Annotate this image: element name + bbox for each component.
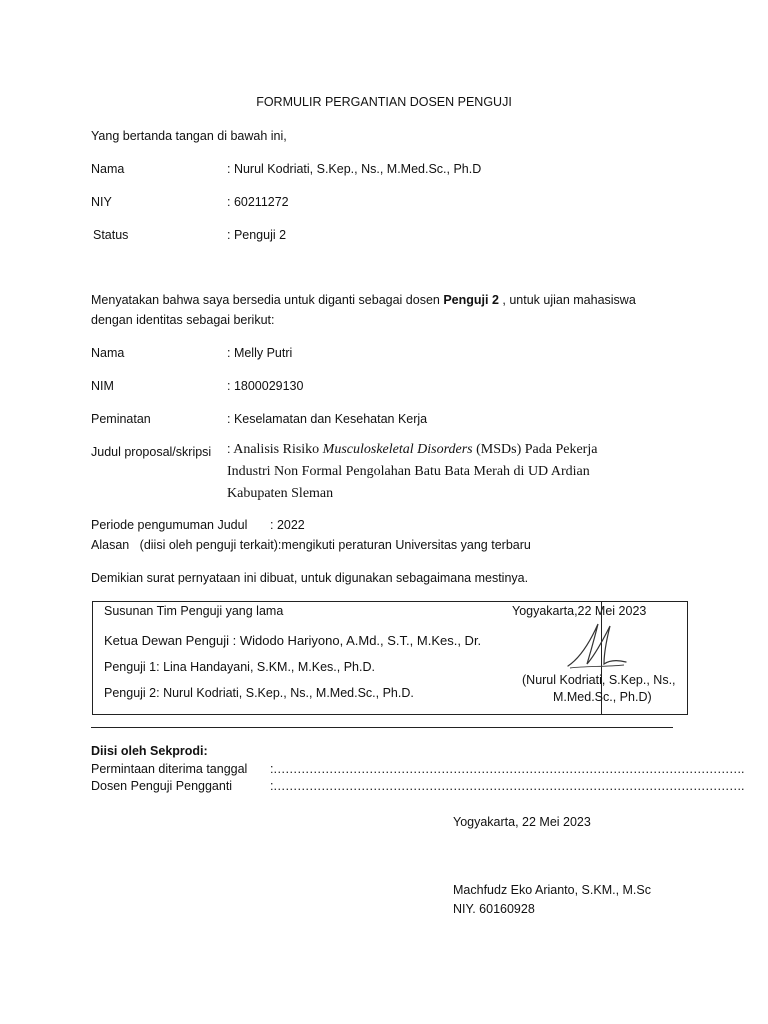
replacement-examiner-field: :………………………………………………………………………………………………………. xyxy=(270,779,744,793)
closing-text: Demikian surat pernyataan ini dibuat, untuk digunakan sebagaimana mestinya. xyxy=(91,571,529,585)
signer-niy-value: : 60211272 xyxy=(227,195,289,209)
replacement-examiner-label: Dosen Penguji Pengganti xyxy=(91,779,233,793)
reason-line xyxy=(91,538,531,552)
reason-label: Alasan xyxy=(91,538,130,552)
sekprodi-heading: Diisi oleh Sekprodi: xyxy=(91,744,208,758)
thesis-title-label: Judul proposal/skripsi xyxy=(91,445,212,459)
thesis-title-post: (MSDs) Pada Pekerja xyxy=(472,442,598,457)
student-nim-label: NIM xyxy=(91,379,114,393)
thesis-title-line-3: Kabupaten Sleman xyxy=(227,486,334,501)
signer-name-value: : Nurul Kodriati, S.Kep., Ns., M.Med.Sc., Ph.D xyxy=(227,162,482,176)
footer-place-date: Yogyakarta, 22 Mei 2023 xyxy=(453,815,591,829)
signer-status-value: : Penguji 2 xyxy=(227,228,287,242)
signer-status-label: Status xyxy=(93,228,129,242)
footer-signer-name: Machfudz Eko Arianto, S.KM., M.Sc xyxy=(453,883,651,897)
thesis-title-italic: Musculoskeletal Disorders xyxy=(322,442,473,457)
signature-image xyxy=(560,620,630,678)
reason-paren: (diisi oleh penguji terkait): xyxy=(139,538,282,552)
statement-line-2: dengan identitas sebagai berikut: xyxy=(91,313,275,327)
form-title: FORMULIR PERGANTIAN DOSEN PENGUJI xyxy=(256,95,512,109)
student-name-label: Nama xyxy=(91,346,125,360)
student-nim-value: : 1800029130 xyxy=(227,379,304,393)
footer-signer-niy: NIY. 60160928 xyxy=(453,902,535,916)
statement-bold: Penguji 2 xyxy=(443,293,499,307)
box-place-date: Yogyakarta,22 Mei 2023 xyxy=(512,604,647,618)
thesis-title-line-2: Industri Non Formal Pengolahan Batu Bata Merah di UD Ardian xyxy=(227,464,590,479)
statement-post: , untuk ujian mahasiswa xyxy=(498,293,636,307)
old-team-penguji-1: Penguji 1: Lina Handayani, S.KM., M.Kes., Ph.D. xyxy=(104,660,375,674)
thesis-title-pre: Analisis Risiko xyxy=(230,442,323,457)
signer-name-label: Nama xyxy=(91,162,125,176)
statement-line-1 xyxy=(91,293,636,307)
old-team-heading: Susunan Tim Penguji yang lama xyxy=(104,604,284,618)
signer-niy-label: NIY xyxy=(91,195,112,209)
period-value: : 2022 xyxy=(270,518,305,532)
request-date-field: :………………………………………………………………………………………………………. xyxy=(270,762,744,776)
student-name-value: : Melly Putri xyxy=(227,346,293,360)
student-major-value: : Keselamatan dan Kesehatan Kerja xyxy=(227,412,428,426)
reason-value: mengikuti peraturan Universitas yang terbaru xyxy=(281,538,531,552)
period-label: Periode pengumuman Judul xyxy=(91,518,248,532)
student-major-label: Peminatan xyxy=(91,412,151,426)
box-signer-name-line-1: (Nurul Kodriati, S.Kep., Ns., xyxy=(522,673,676,687)
section-separator-line xyxy=(91,727,673,728)
thesis-title-colon: : xyxy=(227,442,231,456)
old-team-penguji-2: Penguji 2: Nurul Kodriati, S.Kep., Ns., M.Med.Sc., Ph.D. xyxy=(104,686,414,700)
old-team-ketua: Ketua Dewan Penguji : Widodo Hariyono, A.Md., S.T., M.Kes., Dr. xyxy=(104,633,482,648)
statement-pre: Menyatakan bahwa saya bersedia untuk diganti sebagai dosen xyxy=(91,293,444,307)
box-signer-name-line-2: M.Med.Sc., Ph.D) xyxy=(553,690,652,704)
request-date-label: Permintaan diterima tanggal xyxy=(91,762,248,776)
thesis-title-line-1 xyxy=(227,442,597,458)
intro-text: Yang bertanda tangan di bawah ini, xyxy=(91,129,287,143)
